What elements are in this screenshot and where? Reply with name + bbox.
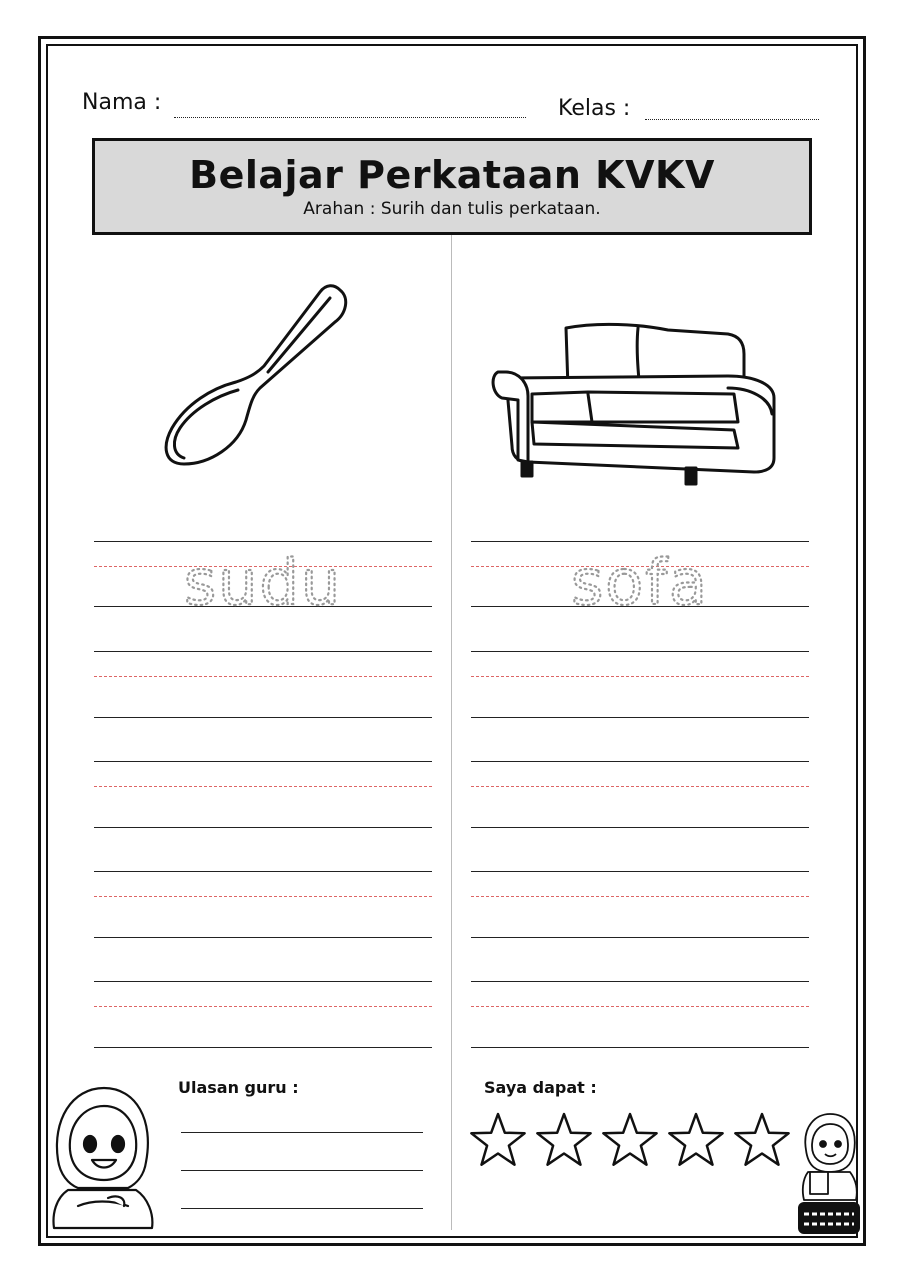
star-icon[interactable] <box>537 1114 590 1165</box>
review-line[interactable] <box>181 1208 423 1209</box>
score-label: Saya dapat : <box>484 1078 597 1097</box>
star-icon[interactable] <box>471 1114 524 1165</box>
star-icon[interactable] <box>669 1114 722 1165</box>
class-label: Kelas : <box>558 96 631 121</box>
girl-illustration <box>48 1080 158 1230</box>
mascot-logo <box>794 1110 864 1236</box>
page-title: Belajar Perkataan KVKV <box>189 153 715 197</box>
review-line[interactable] <box>181 1132 423 1133</box>
name-field[interactable] <box>174 117 526 118</box>
star-rating[interactable] <box>466 1110 796 1172</box>
class-field[interactable] <box>645 119 819 120</box>
sofa-icon <box>488 318 778 488</box>
trace-word-text: sudu <box>183 546 343 610</box>
trace-word-left <box>94 540 432 610</box>
review-line[interactable] <box>181 1170 423 1171</box>
review-label: Ulasan guru : <box>178 1078 299 1097</box>
spoon-icon <box>160 280 355 470</box>
trace-word-right <box>471 540 809 610</box>
instruction-text: Arahan : Surih dan tulis perkataan. <box>303 199 601 219</box>
name-label: Nama : <box>82 90 162 115</box>
trace-word-text: sofa <box>570 546 710 610</box>
column-divider <box>451 235 452 1230</box>
star-icon[interactable] <box>735 1114 788 1165</box>
title-box <box>92 138 812 235</box>
star-icon[interactable] <box>603 1114 656 1165</box>
